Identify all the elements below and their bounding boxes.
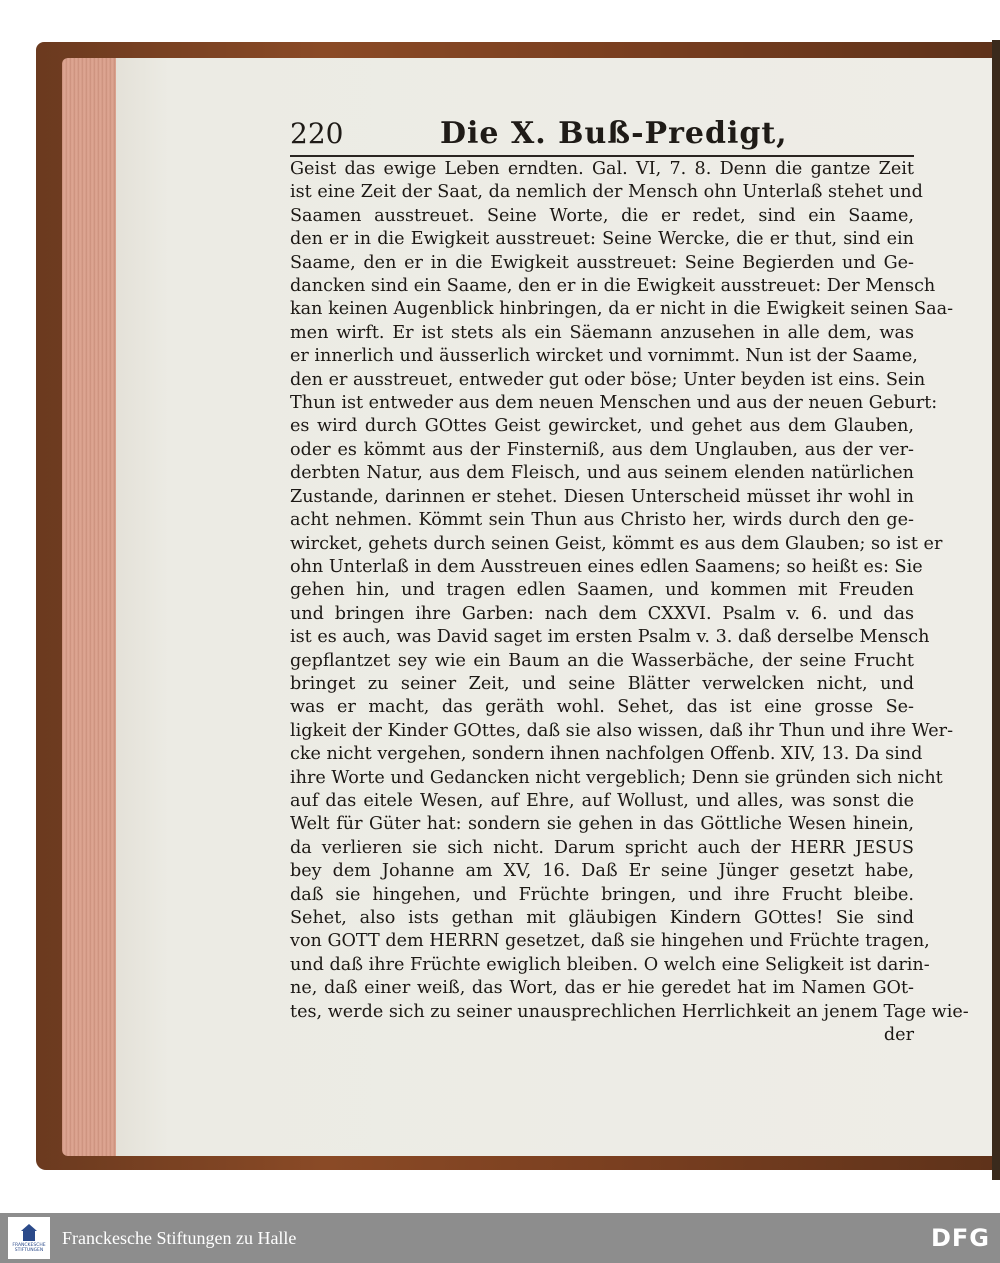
text-line: ihre Worte und Gedancken nicht vergeblich; Denn sie gründen sich nicht [290,767,943,788]
franckesche-stiftungen-logo[interactable] [8,1217,50,1259]
header-rule [290,155,914,157]
body-text [290,158,969,1047]
text-line: den er ausstreuet, entweder gut oder böse; Unter beyden ist eins. Sein [290,369,926,390]
text-line: wircket, gehets durch seinen Geist, kömmt es aus dem Glauben; so ist er [290,533,943,554]
text-line: bringet zu seiner Zeit, und seine Blätter verwelcken nicht, und [290,673,914,694]
text-line: ligkeit der Kinder GOttes, daß sie also wissen, daß ihr Thun und ihre Wer- [290,720,954,741]
dfg-logo[interactable]: DFG [930,1224,990,1252]
page-edges [62,58,120,1156]
text-line: Saamen ausstreuet. Seine Worte, die er redet, sind ein Saame, [290,205,914,226]
text-line: kan keinen Augenblick hinbringen, da er nicht in die Ewigkeit seinen Saa- [290,299,954,320]
text-line: tes, werde sich zu seiner unausprechlichen Herrlichkeit an jenem Tage wie- [290,1001,969,1022]
text-line: da verlieren sie sich nicht. Darum spricht auch der HERR JESUS [290,837,914,858]
text-line: Welt für Güter hat: sondern sie gehen in das Göttliche Wesen hinein, [290,814,914,835]
text-line: derbten Natur, aus dem Fleisch, und aus seinem elenden natürlichen [290,463,914,484]
text-line: Zustande, darinnen er stehet. Diesen Unterscheid müsset ihr wohl in [290,486,914,507]
viewer-footer [0,1213,1000,1263]
text-line: ne, daß einer weiß, das Wort, das er hie geredet hat im Namen GOt- [290,978,914,999]
text-line: cke nicht vergehen, sondern ihnen nachfolgen Offenb. XIV, 13. Da sind [290,744,923,765]
scan-border [992,40,1000,1180]
text-line: Sehet, also ists gethan mit gläubigen Kindern GOttes! Sie sind [290,908,914,928]
text-line: oder es kömmt aus der Finsterniß, aus dem Unglauben, aus der ver- [290,439,914,460]
text-line: und bringen ihre Garben: nach dem CXXVI. Psalm v. 6. und das [290,603,914,624]
logo-text: FRANCKESCHE STIFTUNGEN [12,1242,46,1253]
text-line: von GOTT dem HERRN gesetzet, daß sie hingehen und Früchte tragen, [290,931,930,952]
text-line: es wird durch GOttes Geist gewircket, und gehet aus dem Glauben, [290,416,914,437]
text-line: ohn Unterlaß in dem Ausstreuen eines edlen Saamens; so heißt es: Sie [290,556,923,577]
text-line: auf das eitele Wesen, auf Ehre, auf Wollust, und alles, was sonst die [290,790,914,811]
text-line: den er in die Ewigkeit ausstreuet: Seine Wercke, die er thut, sind ein [290,229,914,250]
text-line: und daß ihre Früchte ewiglich bleiben. O welch eine Seligkeit ist darin- [290,954,930,975]
text-line: was er macht, das geräth wohl. Sehet, das ist eine grosse Se- [290,697,914,718]
page-number: 220 [290,117,344,150]
text-line: Geist das ewige Leben erndten. Gal. VI, 7. 8. Denn die gantze Zeit [290,159,914,179]
text-line: ist es auch, was David saget im ersten Psalm v. 3. daß derselbe Mensch [290,627,930,648]
text-line: acht nehmen. Kömmt sein Thun aus Christo her, wirds durch den ge- [290,510,914,531]
institution-name[interactable]: Franckesche Stiftungen zu Halle [62,1227,297,1248]
text-line: men wirft. Er ist stets als ein Säemann anzusehen in alle dem, was [290,322,914,343]
running-head: Die X. Buß-Predigt, [440,116,788,151]
text-line: bey dem Johanne am XV, 16. Daß Er seine Jünger gesetzt habe, [290,861,914,882]
building-icon [21,1224,37,1242]
text-line: dancken sind ein Saame, den er in die Ewigkeit ausstreuet: Der Mensch [290,276,936,297]
page-header [290,116,912,151]
text-line: er innerlich und äusserlich wircket und vornimmt. Nun ist der Saame, [290,346,918,367]
text-line: gepflantzet sey wie ein Baum an die Wasserbäche, der seine Frucht [290,650,914,671]
text-line: der [883,1025,914,1046]
text-line: Thun ist entweder aus dem neuen Menschen und aus der neuen Geburt: [290,393,938,414]
text-line: Saame, den er in die Ewigkeit ausstreuet: Seine Begierden und Ge- [290,252,914,273]
text-line: ist eine Zeit der Saat, da nemlich der Mensch ohn Unterlaß stehet und [290,182,923,203]
text-line: gehen hin, und tragen edlen Saamen, und kommen mit Freuden [290,580,914,601]
text-line: daß sie hingehen, und Früchte bringen, und ihre Frucht bleibe. [290,884,914,905]
